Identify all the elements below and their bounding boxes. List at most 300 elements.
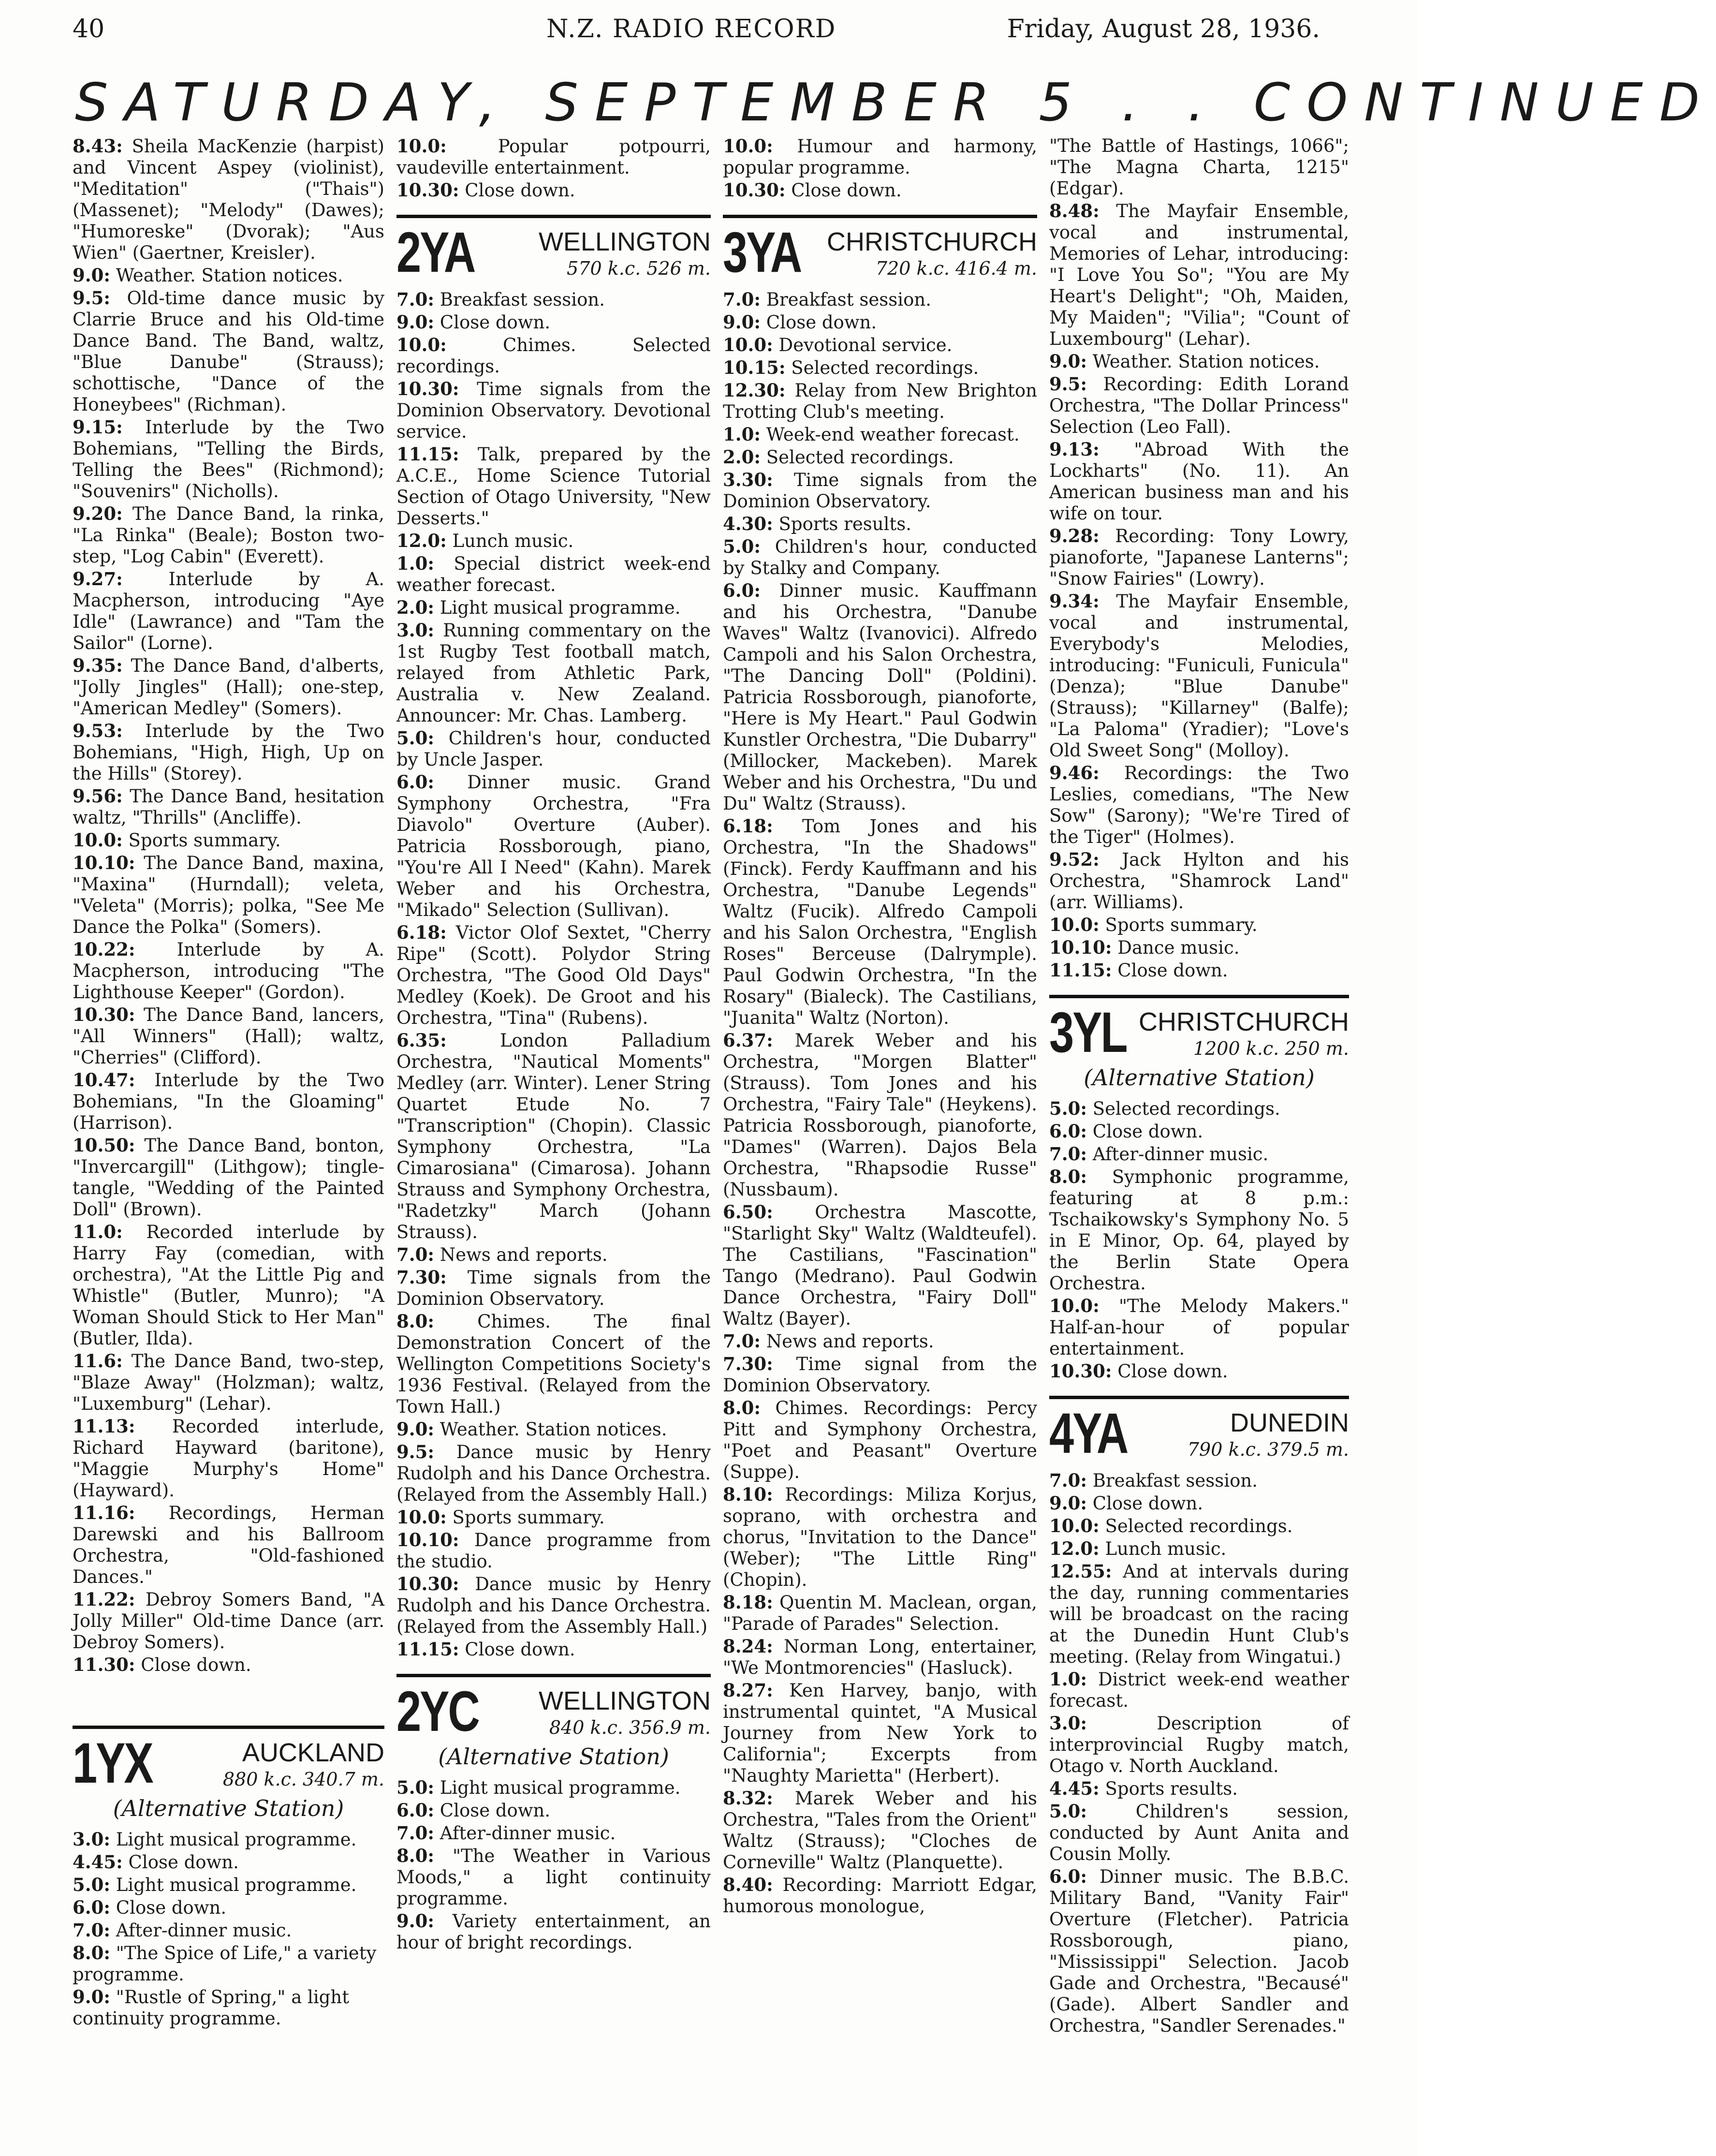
station-frequency: 880 k.c. 340.7 m. bbox=[222, 1769, 384, 1790]
programme-entry bbox=[396, 135, 711, 178]
programme-entry bbox=[1049, 762, 1349, 848]
programme-description: Close down. bbox=[116, 1897, 227, 1918]
programme-description: Marek Weber and his Orchestra, "Tales from the Orient" Waltz (Strauss); "Cloches de Corneville" Waltz (Planquette). bbox=[723, 1788, 1037, 1873]
programme-entry bbox=[396, 179, 711, 201]
programme-description: Week-end weather forecast. bbox=[766, 424, 1020, 445]
station-frequency: 570 k.c. 526 m. bbox=[567, 258, 711, 279]
programme-entry bbox=[396, 1529, 711, 1572]
programme-entry bbox=[73, 1004, 384, 1068]
programme-entry bbox=[73, 1221, 384, 1349]
programme-time: 5.0: bbox=[723, 536, 761, 557]
programme-time: 10.30: bbox=[1049, 1360, 1112, 1382]
programme-description: And at intervals during the day, running commentaries will be broadcast on the racing at the Dunedin Hunt Club's meeting. (Relay from Wingatui.) bbox=[1049, 1561, 1349, 1667]
programme-time: 7.0: bbox=[396, 1244, 435, 1265]
programme-entry bbox=[723, 446, 1037, 468]
programme-description: Sports results. bbox=[1105, 1778, 1238, 1799]
programme-time: 12.30: bbox=[723, 380, 786, 401]
programme-description: Recording: Edith Lorand Orchestra, "The Dollar Princess" Selection (Leo Fall). bbox=[1049, 374, 1349, 437]
programme-time: 8.48: bbox=[1049, 200, 1100, 222]
station-callsign: 2YA bbox=[396, 221, 475, 284]
programme-description: "Rustle of Spring," a light continuity programme. bbox=[73, 1987, 350, 2029]
programme-description: Chimes. The final Demonstration Concert of the Wellington Competitions Society's 1936 Festival. (Relayed from the Town Hall.) bbox=[396, 1311, 711, 1417]
programme-description: Interlude by the Two Bohemians, "In the Gloaming" (Harrison). bbox=[73, 1070, 385, 1133]
programme-entry bbox=[73, 1986, 384, 2029]
programme-description: Lunch music. bbox=[1105, 1538, 1227, 1559]
programme-description: After-dinner music. bbox=[440, 1823, 616, 1844]
programme-time: 10.30: bbox=[396, 378, 459, 399]
programme-entry bbox=[73, 265, 384, 286]
programme-description: The Mayfair Ensemble, vocal and instrumental, Everybody's Melodies, introducing: "Funiculi, Funicula" (Denza); "Blue Danube" (Strauss); "Killarney" (Balfe); "La Paloma" (Yradier); "Love's Old Sweet Song" (Molloy). bbox=[1049, 591, 1349, 761]
programme-time: 9.0: bbox=[723, 311, 761, 333]
programme-time: 10.30: bbox=[396, 179, 459, 201]
column-4 bbox=[1049, 135, 1349, 2142]
programme-entry bbox=[73, 1897, 384, 1919]
station-header-2yc bbox=[396, 1674, 711, 1770]
programme-time: 6.37: bbox=[723, 1030, 773, 1051]
programme-time: 10.10: bbox=[73, 852, 135, 873]
programme-description: Light musical programme. bbox=[116, 1829, 357, 1850]
programme-description: Light musical programme. bbox=[116, 1875, 357, 1895]
programme-entry bbox=[73, 1502, 384, 1588]
programme-description: Recordings: Miliza Korjus, soprano, with orchestra and chorus, "Invitation to the Dance" (Weber); "The Little Ring" (Chopin). bbox=[723, 1484, 1037, 1590]
programme-time: 5.0: bbox=[73, 1874, 111, 1895]
programme-entry bbox=[723, 135, 1037, 178]
programme-description: Recorded interlude, Richard Hayward (baritone), "Maggie Murphy's Home" (Hayward). bbox=[73, 1416, 385, 1501]
programme-time: 8.0: bbox=[723, 1397, 761, 1418]
programme-description: Dinner music. Grand Symphony Orchestra, "Fra Diavolo" Overture (Auber). Patricia Rossborough, piano, "You're All I Need" (Kahn). Marek Weber and his Orchestra, "Mikado" Selection (Sullivan). bbox=[396, 772, 711, 920]
programme-time: 7.0: bbox=[723, 289, 761, 310]
programme-list bbox=[396, 135, 711, 201]
programme-entry bbox=[73, 829, 384, 851]
station-callsign: 1YX bbox=[73, 1731, 152, 1795]
programme-description: Orchestra Mascotte, "Starlight Sky" Waltz (Waldteufel). The Castilians, "Fascination" Tango (Medrano). Paul Godwin Dance Orchestra, "Fairy Doll" Waltz (Bayer). bbox=[723, 1202, 1037, 1329]
column-3 bbox=[723, 135, 1037, 2142]
programme-entry bbox=[723, 1330, 1037, 1352]
programme-time: 11.13: bbox=[73, 1416, 135, 1437]
station-city: WELLINGTON bbox=[538, 1686, 711, 1715]
programme-entry bbox=[396, 922, 711, 1029]
programme-entry bbox=[1049, 1538, 1349, 1560]
programme-entry bbox=[396, 378, 711, 443]
programme-time: 7.30: bbox=[396, 1267, 447, 1288]
programme-entry bbox=[396, 334, 711, 377]
programme-description: District week-end weather forecast. bbox=[1049, 1669, 1349, 1711]
programme-time: 7.0: bbox=[396, 289, 435, 310]
programme-description: Sports summary. bbox=[128, 830, 281, 851]
programme-description: Weather. Station notices. bbox=[440, 1419, 667, 1440]
programme-time: 9.56: bbox=[73, 785, 123, 807]
programme-entry bbox=[1049, 1098, 1349, 1120]
programme-description: Recordings, Herman Darewski and his Ballroom Orchestra, "Old-fashioned Dances." bbox=[73, 1503, 385, 1587]
programme-description: Recording: Tony Lowry, pianoforte, "Japanese Lanterns"; "Snow Fairies" (Lowry). bbox=[1049, 526, 1349, 589]
programme-time: 9.35: bbox=[73, 655, 123, 676]
programme-description: Close down. bbox=[1092, 1121, 1203, 1142]
station-city: CHRISTCHURCH bbox=[827, 227, 1037, 256]
programme-entry bbox=[1049, 135, 1349, 199]
programme-time: 11.16: bbox=[73, 1502, 135, 1523]
programme-time: 3.30: bbox=[723, 469, 773, 490]
programme-time: 9.5: bbox=[396, 1441, 435, 1462]
station-city: WELLINGTON bbox=[538, 227, 711, 256]
programme-list bbox=[1049, 1470, 1349, 2037]
programme-list bbox=[73, 1829, 384, 2029]
programme-time: 10.0: bbox=[723, 334, 773, 355]
station-header-4ya bbox=[1049, 1396, 1349, 1463]
programme-description: Variety entertainment, an hour of bright recordings. bbox=[396, 1911, 711, 1953]
programme-time: 8.10: bbox=[723, 1484, 773, 1505]
programme-entry bbox=[1049, 1121, 1349, 1142]
programme-entry bbox=[396, 771, 711, 921]
programme-description: Children's hour, conducted by Uncle Jasper. bbox=[396, 728, 711, 770]
programme-time: 10.0: bbox=[1049, 914, 1100, 935]
programme-description: After-dinner music. bbox=[116, 1920, 292, 1941]
programme-entry bbox=[723, 1201, 1037, 1329]
programme-time: 7.0: bbox=[723, 1330, 761, 1352]
programme-time: 6.0: bbox=[396, 771, 435, 793]
programme-time: 9.0: bbox=[1049, 1492, 1087, 1514]
programme-entry bbox=[73, 1851, 384, 1873]
programme-entry bbox=[1049, 200, 1349, 350]
programme-time: 8.32: bbox=[723, 1787, 773, 1809]
programme-time: 7.0: bbox=[1049, 1143, 1087, 1165]
programme-description: The Dance Band, bonton, "Invercargill" (Lithgow); tingle-tangle, "Wedding of the Painted Doll" (Brown). bbox=[73, 1135, 384, 1220]
programme-entry bbox=[723, 1353, 1037, 1396]
programme-entry bbox=[723, 1874, 1037, 1917]
programme-entry bbox=[1049, 1561, 1349, 1668]
issue-date: Friday, August 28, 1936. bbox=[1007, 15, 1320, 44]
programme-time: 7.0: bbox=[1049, 1470, 1087, 1491]
alternative-station-label: (Alternative Station) bbox=[1084, 1064, 1315, 1091]
programme-description: Lunch music. bbox=[452, 531, 574, 551]
programme-entry bbox=[1049, 1492, 1349, 1514]
programme-time: 9.27: bbox=[73, 568, 123, 590]
programme-description: Dance music by Henry Rudolph and his Dance Orchestra. (Relayed from the Assembly Hall.) bbox=[396, 1574, 711, 1637]
programme-time: 9.0: bbox=[1049, 351, 1087, 372]
programme-description: Tom Jones and his Orchestra, "In the Shadows" (Finck). Ferdy Kauffmann and his Orchestra, "Danube Legends" Waltz (Fucik). Alfredo Campoli and his Salon Orchestra, "English Roses" Berceuse (Dalrymple). Paul Godwin Orchestra, "In the Rosary" (Bialeck). The Castilians, "Juanita" Waltz (Norton). bbox=[723, 816, 1037, 1028]
programme-time: 9.0: bbox=[396, 1418, 435, 1440]
programme-description: Light musical programme. bbox=[440, 597, 681, 618]
column-1 bbox=[73, 135, 384, 1707]
programme-entry bbox=[1049, 525, 1349, 590]
programme-time: 9.20: bbox=[73, 503, 123, 524]
programme-entry bbox=[723, 536, 1037, 579]
section-banner: SATURDAY, SEPTEMBER 5 . . CONTINUED bbox=[75, 73, 1716, 133]
programme-description: Jack Hylton and his Orchestra, "Shamrock Land" (arr. Williams). bbox=[1049, 849, 1349, 913]
programme-entry bbox=[73, 135, 384, 264]
programme-time: 11.15: bbox=[396, 443, 459, 465]
programme-time: 7.30: bbox=[723, 1353, 773, 1374]
programme-entry bbox=[396, 530, 711, 552]
programme-time: 6.50: bbox=[723, 1201, 773, 1223]
programme-time: 6.0: bbox=[73, 1897, 111, 1918]
programme-entry bbox=[1049, 1143, 1349, 1165]
programme-time: 11.22: bbox=[73, 1589, 135, 1610]
programme-time: 6.0: bbox=[723, 580, 761, 601]
programme-description: Time signals from the Dominion Observatory. bbox=[396, 1267, 711, 1309]
programme-list bbox=[396, 1777, 711, 1953]
programme-entry bbox=[723, 1787, 1037, 1873]
programme-description: Sports summary. bbox=[452, 1507, 605, 1528]
programme-entry bbox=[723, 311, 1037, 333]
programme-time: 9.5: bbox=[1049, 373, 1087, 395]
programme-entry bbox=[723, 424, 1037, 445]
programme-entry bbox=[723, 380, 1037, 423]
programme-time: 8.0: bbox=[1049, 1166, 1087, 1187]
programme-time: 10.0: bbox=[396, 135, 447, 157]
programme-description: Breakfast session. bbox=[766, 289, 931, 310]
programme-entry bbox=[723, 289, 1037, 310]
programme-entry bbox=[1049, 914, 1349, 936]
programme-entry bbox=[73, 568, 384, 654]
programme-entry bbox=[396, 1506, 711, 1528]
programme-description: Debroy Somers Band, "A Jolly Miller" Old-time Dance (arr. Debroy Somers). bbox=[73, 1589, 384, 1653]
programme-description: Chimes. Selected recordings. bbox=[396, 335, 711, 377]
programme-entry bbox=[1049, 1866, 1349, 2037]
programme-entry bbox=[1049, 937, 1349, 959]
programme-entry bbox=[1049, 1713, 1349, 1777]
programme-entry bbox=[1049, 351, 1349, 372]
programme-time: 10.0: bbox=[723, 135, 773, 157]
programme-description: Marek Weber and his Orchestra, "Morgen Blatter" (Strauss). Tom Jones and his Orchestra, "Fairy Tale" (Heykens). Patricia Rossborough, pianoforte, "Dames" (Warren). Dajos Bela Orchestra, "Rhapsodie Russe" (Nussbaum). bbox=[723, 1030, 1037, 1200]
programme-entry bbox=[1049, 1166, 1349, 1294]
programme-description: Special district week-end weather forecast. bbox=[396, 553, 711, 595]
programme-description: The Dance Band, d'alberts, "Jolly Jingles" (Hall); one-step, "American Medley" (Somers). bbox=[73, 655, 384, 719]
programme-entry bbox=[1049, 373, 1349, 438]
programme-description: Close down. bbox=[1092, 1493, 1203, 1514]
programme-entry bbox=[73, 416, 384, 502]
programme-time: 6.0: bbox=[1049, 1866, 1087, 1887]
programme-time: 12.0: bbox=[396, 530, 447, 551]
programme-entry bbox=[1049, 849, 1349, 913]
programme-entry bbox=[73, 1350, 384, 1415]
programme-description: Quentin M. Maclean, organ, "Parade of Parades" Selection. bbox=[723, 1592, 1037, 1634]
programme-time: 10.0: bbox=[1049, 1295, 1100, 1316]
station-callsign: 4YA bbox=[1049, 1402, 1128, 1465]
programme-time: 10.0: bbox=[396, 334, 447, 355]
programme-entry bbox=[1049, 1778, 1349, 1800]
programme-time: 2.0: bbox=[396, 597, 435, 618]
programme-time: 1.0: bbox=[396, 553, 435, 574]
programme-time: 3.0: bbox=[396, 620, 435, 641]
programme-entry bbox=[1049, 1515, 1349, 1537]
programme-description: Running commentary on the 1st Rugby Test football match, relayed from Athletic Park, Australia v. New Zealand. Announcer: Mr. Chas. Lamberg. bbox=[396, 620, 711, 726]
programme-entry bbox=[723, 1484, 1037, 1591]
programme-entry bbox=[73, 1135, 384, 1220]
programme-time: 1.0: bbox=[723, 424, 761, 445]
programme-time: 8.0: bbox=[396, 1311, 435, 1332]
programme-description: News and reports. bbox=[766, 1331, 934, 1352]
station-header-3ya bbox=[723, 215, 1037, 282]
station-header-3yl bbox=[1049, 995, 1349, 1091]
programme-entry bbox=[723, 357, 1037, 379]
programme-description: The Dance Band, two-step, "Blaze Away" (Holzman); waltz, "Luxemburg" (Lehar). bbox=[73, 1351, 384, 1414]
page-number: 40 bbox=[73, 15, 105, 44]
programme-entry bbox=[723, 1397, 1037, 1483]
programme-entry bbox=[73, 939, 384, 1003]
programme-entry bbox=[73, 1829, 384, 1850]
programme-entry bbox=[396, 597, 711, 619]
programme-entry bbox=[723, 513, 1037, 535]
programme-time: 8.18: bbox=[723, 1592, 773, 1613]
programme-description: Relay from New Brighton Trotting Club's meeting. bbox=[723, 380, 1038, 422]
programme-description: Devotional service. bbox=[778, 335, 953, 355]
programme-entry bbox=[73, 1416, 384, 1501]
programme-description: Close down. bbox=[791, 180, 902, 201]
programme-entry bbox=[1049, 960, 1349, 981]
station-frequency: 790 k.c. 379.5 m. bbox=[1187, 1439, 1349, 1460]
programme-time: 3.0: bbox=[73, 1829, 111, 1850]
programme-description: Sheila MacKenzie (harpist) and Vincent Aspey (violinist), "Meditation" ("Thais") (Massenet); "Melody" (Dawes); "Humoreske" (Dvorak); "Aus Wien" (Gaertner, Kreisler). bbox=[73, 136, 384, 263]
programme-description: The Dance Band, maxina, "Maxina" (Hurndall); veleta, "Veleta" (Morris); polka, "See Me Dance the Polka" (Somers). bbox=[73, 853, 384, 937]
programme-time: 4.45: bbox=[73, 1851, 123, 1873]
programme-description: Description of interprovincial Rugby match, Otago v. North Auckland. bbox=[1049, 1713, 1349, 1776]
programme-entry bbox=[73, 1942, 384, 1985]
programme-description: Close down. bbox=[766, 312, 877, 333]
programme-description: Light musical programme. bbox=[440, 1777, 681, 1798]
programme-entry bbox=[396, 1418, 711, 1440]
programme-description: The Dance Band, lancers, "All Winners" (Hall); waltz, "Cherries" (Clifford). bbox=[73, 1004, 384, 1068]
programme-entry bbox=[396, 1845, 711, 1909]
programme-description: Humour and harmony, popular programme. bbox=[723, 136, 1037, 178]
programme-description: Recordings: the Two Leslies, comedians, "The New Sow" (Sarony); "We're Tired of the Tiger" (Holmes). bbox=[1049, 763, 1349, 847]
programme-entry bbox=[396, 1030, 711, 1243]
programme-description: Recorded interlude by Harry Fay (comedian, with orchestra), "At the Little Pig and Whistle" (Butler, Munro); "A Woman Should Stick to Her Man" (Butler, Ilda). bbox=[73, 1222, 384, 1349]
programme-description: Close down. bbox=[128, 1852, 239, 1873]
programme-time: 10.15: bbox=[723, 357, 786, 378]
programme-time: 8.0: bbox=[73, 1942, 111, 1964]
station-1yx-block bbox=[73, 1712, 384, 2030]
programme-description: "The Melody Makers." Half-an-hour of popular entertainment. bbox=[1049, 1296, 1349, 1359]
programme-entry bbox=[396, 311, 711, 333]
programme-description: Dance programme from the studio. bbox=[396, 1530, 711, 1572]
programme-list bbox=[723, 135, 1037, 201]
programme-description: Recording: Marriott Edgar, humorous monologue, bbox=[723, 1875, 1037, 1917]
programme-description: Breakfast session. bbox=[1092, 1470, 1258, 1491]
programme-description: After-dinner music. bbox=[1092, 1144, 1269, 1165]
programme-entry bbox=[1049, 1470, 1349, 1491]
programme-description: The Dance Band, la rinka, "La Rinka" (Beale); Boston two-step, "Log Cabin" (Everett). bbox=[73, 503, 384, 567]
station-frequency: 1200 k.c. 250 m. bbox=[1193, 1038, 1349, 1059]
programme-time: 8.0: bbox=[396, 1845, 435, 1866]
programme-description: Close down. bbox=[465, 180, 575, 201]
programme-time: 1.0: bbox=[1049, 1669, 1087, 1690]
programme-description: Norman Long, entertainer, "We Montmorencies" (Hasluck). bbox=[723, 1636, 1037, 1678]
programme-time: 9.46: bbox=[1049, 762, 1100, 783]
programme-time: 9.52: bbox=[1049, 849, 1100, 870]
programme-entry bbox=[723, 815, 1037, 1029]
programme-entry bbox=[1049, 1801, 1349, 1865]
station-city: DUNEDIN bbox=[1230, 1408, 1349, 1437]
programme-time: 5.0: bbox=[1049, 1098, 1087, 1119]
programme-entry bbox=[396, 289, 711, 310]
programme-time: 6.0: bbox=[396, 1800, 435, 1821]
programme-time: 9.15: bbox=[73, 416, 123, 438]
programme-description: Interlude by A. Macpherson, introducing "The Lighthouse Keeper" (Gordon). bbox=[73, 939, 385, 1003]
station-header-1yx bbox=[73, 1726, 384, 1822]
programme-time: 11.0: bbox=[73, 1221, 123, 1242]
programme-entry bbox=[396, 553, 711, 596]
programme-entry bbox=[396, 1800, 711, 1821]
programme-description: Close down. bbox=[1117, 960, 1228, 981]
programme-list bbox=[723, 289, 1037, 1917]
programme-entry bbox=[73, 785, 384, 828]
programme-description: Sports summary. bbox=[1105, 915, 1258, 935]
column-2 bbox=[396, 135, 711, 2142]
programme-entry bbox=[73, 1920, 384, 1941]
programme-time: 6.18: bbox=[723, 815, 773, 837]
programme-description: The Dance Band, hesitation waltz, "Thrills" (Ancliffe). bbox=[73, 786, 385, 828]
programme-entry bbox=[1049, 439, 1349, 524]
programme-time: 10.30: bbox=[396, 1573, 459, 1595]
station-callsign: 3YL bbox=[1049, 1001, 1127, 1064]
programme-description: Time signal from the Dominion Observatory. bbox=[723, 1354, 1038, 1396]
programme-time: 7.0: bbox=[73, 1920, 111, 1941]
programme-time: 10.0: bbox=[396, 1506, 447, 1528]
programme-time: 2.0: bbox=[723, 446, 761, 468]
programme-description: "The Weather in Various Moods," a light continuity programme. bbox=[396, 1846, 711, 1909]
programme-time: 10.0: bbox=[73, 829, 123, 851]
alternative-station-label: (Alternative Station) bbox=[438, 1743, 669, 1770]
programme-description: The Mayfair Ensemble, vocal and instrumental, Memories of Lehar, introducing: "I Love You So"; "You are My Heart's Delight"; "Oh, Maiden, My Maiden"; "Vilia"; "Count of Luxembourg" (Lehar). bbox=[1049, 201, 1349, 349]
programme-time: 9.34: bbox=[1049, 591, 1100, 612]
programme-description: News and reports. bbox=[440, 1244, 608, 1265]
programme-description: Dance music by Henry Rudolph and his Dance Orchestra. (Relayed from the Assembly Hall.) bbox=[396, 1442, 711, 1505]
programme-description: Talk, prepared by the A.C.E., Home Science Tutorial Section of Otago University, "New Desserts." bbox=[396, 444, 711, 529]
programme-time: 10.30: bbox=[73, 1004, 135, 1025]
programme-time: 10.30: bbox=[723, 179, 786, 201]
programme-time: 10.10: bbox=[1049, 937, 1112, 958]
programme-description: Sports results. bbox=[778, 514, 912, 534]
programme-description: Interlude by the Two Bohemians, "Telling the Birds, Telling the Bees" (Richmond); "Souvenirs" (Nicholls). bbox=[73, 417, 385, 502]
programme-description: Selected recordings. bbox=[1092, 1098, 1280, 1119]
programme-entry bbox=[73, 720, 384, 784]
alternative-station-label: (Alternative Station) bbox=[113, 1795, 344, 1821]
programme-description: Interlude by A. Macpherson, introducing "Aye Idle" (Lawrance) and "Tam the Sailor" (Lorne). bbox=[73, 569, 384, 653]
programme-entry bbox=[73, 852, 384, 938]
programme-entry bbox=[73, 655, 384, 719]
programme-description: Weather. Station notices. bbox=[116, 265, 343, 286]
programme-time: 7.0: bbox=[396, 1822, 435, 1844]
programme-entry bbox=[723, 334, 1037, 356]
programme-description: Breakfast session. bbox=[440, 289, 605, 310]
programme-time: 10.50: bbox=[73, 1135, 135, 1156]
programme-entry bbox=[73, 287, 384, 415]
programme-description: Dance music. bbox=[1117, 937, 1240, 958]
programme-entry bbox=[73, 1874, 384, 1896]
station-frequency: 720 k.c. 416.4 m. bbox=[875, 258, 1037, 279]
programme-time: 10.22: bbox=[73, 939, 135, 960]
programme-entry bbox=[396, 1267, 711, 1310]
station-city: AUCKLAND bbox=[242, 1738, 384, 1767]
programme-entry bbox=[723, 469, 1037, 512]
programme-time: 9.5: bbox=[73, 287, 111, 309]
programme-description: Symphonic programme, featuring at 8 p.m.: Tschaikowsky's Symphony No. 5 in E Minor, Op. 64, played by the Berlin State Opera Orchestra. bbox=[1049, 1167, 1349, 1294]
programme-time: 4.30: bbox=[723, 513, 773, 534]
programme-description: Selected recordings. bbox=[766, 447, 954, 468]
programme-description: Time signals from the Dominion Observatory. bbox=[723, 470, 1037, 512]
station-frequency: 840 k.c. 356.9 m. bbox=[549, 1717, 711, 1738]
programme-time: 11.15: bbox=[1049, 960, 1112, 981]
programme-description: Victor Olof Sextet, "Cherry Ripe" (Scott). Polydor String Orchestra, "The Good Old Days" Medley (Koek). De Groot and his Orchestra, "Tina" (Rubens). bbox=[396, 922, 711, 1028]
programme-entry bbox=[396, 727, 711, 770]
programme-entry bbox=[1049, 1295, 1349, 1359]
programme-description: Time signals from the Dominion Observatory. Devotional service. bbox=[396, 379, 711, 442]
programme-description: Ken Harvey, banjo, with instrumental quintet, "A Musical Journey from New York to California"; Excerpts from "Naughty Marietta" (Herbert). bbox=[723, 1680, 1037, 1786]
programme-description: Selected recordings. bbox=[791, 357, 979, 378]
programme-time: 6.35: bbox=[396, 1030, 447, 1051]
programme-entry bbox=[1049, 1669, 1349, 1712]
programme-time: 9.0: bbox=[73, 265, 111, 286]
